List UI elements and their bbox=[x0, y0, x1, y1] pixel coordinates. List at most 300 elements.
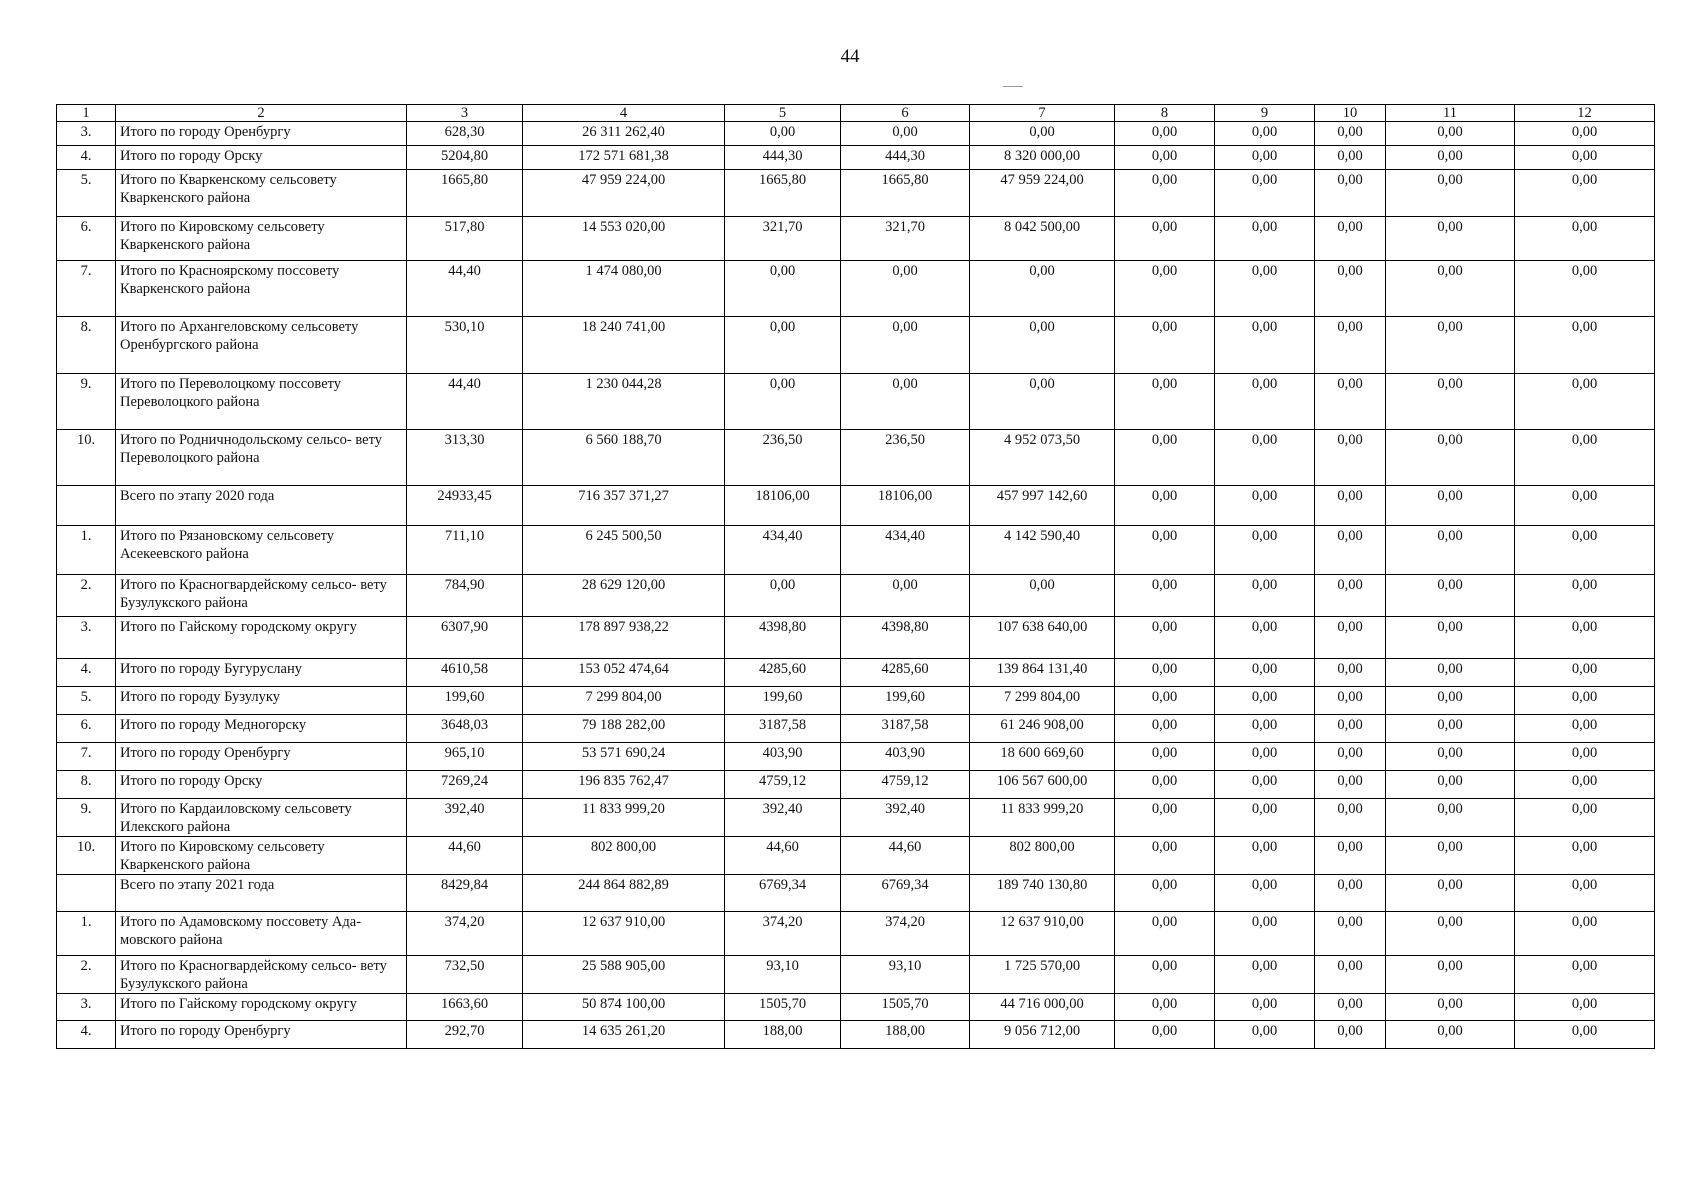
table-row bbox=[57, 994, 1655, 1021]
value-cell-c8: 0,00 bbox=[1115, 1021, 1215, 1049]
value-cell-c5: 4398,80 bbox=[725, 617, 841, 659]
value-cell-c3: 530,10 bbox=[407, 317, 523, 374]
value-cell-c8: 0,00 bbox=[1115, 771, 1215, 799]
value-cell-c7: 8 042 500,00 bbox=[970, 217, 1115, 261]
value-cell-c5: 0,00 bbox=[725, 122, 841, 146]
value-cell-c5: 0,00 bbox=[725, 261, 841, 317]
value-cell-c12: 0,00 bbox=[1515, 486, 1655, 526]
table-row bbox=[57, 122, 1655, 146]
row-name-cell: Итого по Красноярскому поссовету Кваркенского района bbox=[116, 261, 407, 317]
value-cell-c9: 0,00 bbox=[1215, 994, 1315, 1021]
value-cell-c7: 4 952 073,50 bbox=[970, 430, 1115, 486]
value-cell-c10: 0,00 bbox=[1315, 715, 1386, 743]
value-cell-c4: 47 959 224,00 bbox=[523, 170, 725, 217]
value-cell-c3: 8429,84 bbox=[407, 875, 523, 912]
row-number-cell: 4. bbox=[57, 146, 116, 170]
value-cell-c10: 0,00 bbox=[1315, 317, 1386, 374]
value-cell-c7: 11 833 999,20 bbox=[970, 799, 1115, 837]
value-cell-c8: 0,00 bbox=[1115, 486, 1215, 526]
row-number-cell: 7. bbox=[57, 743, 116, 771]
value-cell-c12: 0,00 bbox=[1515, 575, 1655, 617]
value-cell-c11: 0,00 bbox=[1386, 261, 1515, 317]
value-cell-c12: 0,00 bbox=[1515, 743, 1655, 771]
value-cell-c6: 0,00 bbox=[841, 575, 970, 617]
value-cell-c10: 0,00 bbox=[1315, 799, 1386, 837]
table-row bbox=[57, 659, 1655, 687]
table-row bbox=[57, 799, 1655, 837]
value-cell-c11: 0,00 bbox=[1386, 771, 1515, 799]
row-number-cell: 3. bbox=[57, 617, 116, 659]
value-cell-c11: 0,00 bbox=[1386, 799, 1515, 837]
row-name-cell: Итого по Адамовскому поссовету Ада- мовского района bbox=[116, 912, 407, 956]
value-cell-c8: 0,00 bbox=[1115, 261, 1215, 317]
value-cell-c4: 1 230 044,28 bbox=[523, 374, 725, 430]
row-name-cell: Итого по Архангеловскому сельсовету Оренбургского района bbox=[116, 317, 407, 374]
value-cell-c8: 0,00 bbox=[1115, 122, 1215, 146]
value-cell-c10: 0,00 bbox=[1315, 912, 1386, 956]
value-cell-c3: 392,40 bbox=[407, 799, 523, 837]
value-cell-c12: 0,00 bbox=[1515, 170, 1655, 217]
table-row bbox=[57, 912, 1655, 956]
row-number-cell: 3. bbox=[57, 122, 116, 146]
value-cell-c9: 0,00 bbox=[1215, 956, 1315, 994]
column-header: 7 bbox=[970, 105, 1115, 122]
value-cell-c6: 4398,80 bbox=[841, 617, 970, 659]
row-number-cell bbox=[57, 875, 116, 912]
row-name-cell: Итого по городу Оренбургу bbox=[116, 743, 407, 771]
header-row bbox=[57, 105, 1655, 122]
value-cell-c12: 0,00 bbox=[1515, 837, 1655, 875]
value-cell-c12: 0,00 bbox=[1515, 122, 1655, 146]
column-header: 5 bbox=[725, 105, 841, 122]
row-name-cell: Итого по Родничнодольскому сельсо- вету Переволоцкого района bbox=[116, 430, 407, 486]
value-cell-c3: 7269,24 bbox=[407, 771, 523, 799]
table-row bbox=[57, 575, 1655, 617]
row-name-cell: Итого по городу Орску bbox=[116, 771, 407, 799]
value-cell-c11: 0,00 bbox=[1386, 146, 1515, 170]
value-cell-c9: 0,00 bbox=[1215, 617, 1315, 659]
value-cell-c5: 6769,34 bbox=[725, 875, 841, 912]
value-cell-c9: 0,00 bbox=[1215, 715, 1315, 743]
value-cell-c3: 24933,45 bbox=[407, 486, 523, 526]
value-cell-c11: 0,00 bbox=[1386, 837, 1515, 875]
value-cell-c3: 1663,60 bbox=[407, 994, 523, 1021]
value-cell-c7: 0,00 bbox=[970, 317, 1115, 374]
value-cell-c9: 0,00 bbox=[1215, 486, 1315, 526]
value-cell-c4: 18 240 741,00 bbox=[523, 317, 725, 374]
column-header: 9 bbox=[1215, 105, 1315, 122]
row-number-cell: 9. bbox=[57, 374, 116, 430]
table-row bbox=[57, 526, 1655, 575]
table-row bbox=[57, 217, 1655, 261]
value-cell-c4: 153 052 474,64 bbox=[523, 659, 725, 687]
value-cell-c4: 6 245 500,50 bbox=[523, 526, 725, 575]
value-cell-c4: 50 874 100,00 bbox=[523, 994, 725, 1021]
row-name-cell: Итого по Гайскому городскому округу bbox=[116, 994, 407, 1021]
value-cell-c9: 0,00 bbox=[1215, 217, 1315, 261]
value-cell-c9: 0,00 bbox=[1215, 837, 1315, 875]
row-name-cell: Итого по Кваркенскому сельсовету Кваркенского района bbox=[116, 170, 407, 217]
value-cell-c11: 0,00 bbox=[1386, 374, 1515, 430]
value-cell-c5: 1665,80 bbox=[725, 170, 841, 217]
value-cell-c10: 0,00 bbox=[1315, 994, 1386, 1021]
value-cell-c6: 4759,12 bbox=[841, 771, 970, 799]
value-cell-c11: 0,00 bbox=[1386, 715, 1515, 743]
value-cell-c5: 321,70 bbox=[725, 217, 841, 261]
value-cell-c7: 0,00 bbox=[970, 575, 1115, 617]
value-cell-c6: 0,00 bbox=[841, 374, 970, 430]
value-cell-c8: 0,00 bbox=[1115, 217, 1215, 261]
value-cell-c12: 0,00 bbox=[1515, 317, 1655, 374]
value-cell-c8: 0,00 bbox=[1115, 659, 1215, 687]
data-table bbox=[56, 104, 1655, 1049]
value-cell-c6: 4285,60 bbox=[841, 659, 970, 687]
value-cell-c3: 965,10 bbox=[407, 743, 523, 771]
value-cell-c11: 0,00 bbox=[1386, 617, 1515, 659]
row-number-cell: 4. bbox=[57, 659, 116, 687]
value-cell-c3: 44,40 bbox=[407, 261, 523, 317]
value-cell-c8: 0,00 bbox=[1115, 875, 1215, 912]
value-cell-c11: 0,00 bbox=[1386, 743, 1515, 771]
value-cell-c8: 0,00 bbox=[1115, 715, 1215, 743]
row-name-cell: Итого по Кировскому сельсовету Кваркенского района bbox=[116, 217, 407, 261]
value-cell-c3: 292,70 bbox=[407, 1021, 523, 1049]
value-cell-c8: 0,00 bbox=[1115, 430, 1215, 486]
column-header: 4 bbox=[523, 105, 725, 122]
column-header: 8 bbox=[1115, 105, 1215, 122]
value-cell-c5: 434,40 bbox=[725, 526, 841, 575]
value-cell-c5: 0,00 bbox=[725, 374, 841, 430]
value-cell-c6: 188,00 bbox=[841, 1021, 970, 1049]
value-cell-c10: 0,00 bbox=[1315, 575, 1386, 617]
value-cell-c12: 0,00 bbox=[1515, 430, 1655, 486]
value-cell-c4: 244 864 882,89 bbox=[523, 875, 725, 912]
row-name-cell: Итого по Рязановскому сельсовету Асекеевского района bbox=[116, 526, 407, 575]
value-cell-c6: 3187,58 bbox=[841, 715, 970, 743]
value-cell-c5: 392,40 bbox=[725, 799, 841, 837]
value-cell-c8: 0,00 bbox=[1115, 743, 1215, 771]
value-cell-c3: 44,40 bbox=[407, 374, 523, 430]
value-cell-c8: 0,00 bbox=[1115, 526, 1215, 575]
value-cell-c5: 236,50 bbox=[725, 430, 841, 486]
row-number-cell: 1. bbox=[57, 526, 116, 575]
value-cell-c5: 444,30 bbox=[725, 146, 841, 170]
value-cell-c6: 444,30 bbox=[841, 146, 970, 170]
row-name-cell: Итого по Переволоцкому поссовету Переволоцкого района bbox=[116, 374, 407, 430]
value-cell-c12: 0,00 bbox=[1515, 526, 1655, 575]
value-cell-c6: 1665,80 bbox=[841, 170, 970, 217]
value-cell-c11: 0,00 bbox=[1386, 170, 1515, 217]
value-cell-c12: 0,00 bbox=[1515, 659, 1655, 687]
value-cell-c3: 732,50 bbox=[407, 956, 523, 994]
table-row bbox=[57, 1021, 1655, 1049]
value-cell-c4: 196 835 762,47 bbox=[523, 771, 725, 799]
value-cell-c9: 0,00 bbox=[1215, 146, 1315, 170]
value-cell-c10: 0,00 bbox=[1315, 837, 1386, 875]
value-cell-c10: 0,00 bbox=[1315, 771, 1386, 799]
row-number-cell: 1. bbox=[57, 912, 116, 956]
value-cell-c9: 0,00 bbox=[1215, 1021, 1315, 1049]
table-row bbox=[57, 617, 1655, 659]
value-cell-c10: 0,00 bbox=[1315, 430, 1386, 486]
row-number-cell: 7. bbox=[57, 261, 116, 317]
row-number-cell: 5. bbox=[57, 687, 116, 715]
value-cell-c8: 0,00 bbox=[1115, 575, 1215, 617]
value-cell-c6: 6769,34 bbox=[841, 875, 970, 912]
value-cell-c9: 0,00 bbox=[1215, 799, 1315, 837]
value-cell-c9: 0,00 bbox=[1215, 261, 1315, 317]
row-number-cell: 2. bbox=[57, 575, 116, 617]
value-cell-c7: 457 997 142,60 bbox=[970, 486, 1115, 526]
value-cell-c9: 0,00 bbox=[1215, 875, 1315, 912]
value-cell-c12: 0,00 bbox=[1515, 146, 1655, 170]
value-cell-c10: 0,00 bbox=[1315, 261, 1386, 317]
value-cell-c5: 0,00 bbox=[725, 317, 841, 374]
value-cell-c11: 0,00 bbox=[1386, 994, 1515, 1021]
table-row bbox=[57, 170, 1655, 217]
value-cell-c10: 0,00 bbox=[1315, 743, 1386, 771]
value-cell-c3: 374,20 bbox=[407, 912, 523, 956]
row-name-cell: Итого по Кардаиловскому сельсовету Илекского района bbox=[116, 799, 407, 837]
value-cell-c3: 5204,80 bbox=[407, 146, 523, 170]
value-cell-c6: 44,60 bbox=[841, 837, 970, 875]
value-cell-c6: 0,00 bbox=[841, 261, 970, 317]
value-cell-c9: 0,00 bbox=[1215, 912, 1315, 956]
value-cell-c7: 44 716 000,00 bbox=[970, 994, 1115, 1021]
value-cell-c6: 434,40 bbox=[841, 526, 970, 575]
value-cell-c7: 189 740 130,80 bbox=[970, 875, 1115, 912]
value-cell-c9: 0,00 bbox=[1215, 659, 1315, 687]
value-cell-c8: 0,00 bbox=[1115, 994, 1215, 1021]
value-cell-c12: 0,00 bbox=[1515, 875, 1655, 912]
value-cell-c12: 0,00 bbox=[1515, 956, 1655, 994]
value-cell-c6: 1505,70 bbox=[841, 994, 970, 1021]
value-cell-c5: 403,90 bbox=[725, 743, 841, 771]
value-cell-c7: 1 725 570,00 bbox=[970, 956, 1115, 994]
value-cell-c5: 0,00 bbox=[725, 575, 841, 617]
value-cell-c6: 374,20 bbox=[841, 912, 970, 956]
value-cell-c11: 0,00 bbox=[1386, 217, 1515, 261]
value-cell-c9: 0,00 bbox=[1215, 122, 1315, 146]
value-cell-c11: 0,00 bbox=[1386, 875, 1515, 912]
value-cell-c10: 0,00 bbox=[1315, 374, 1386, 430]
value-cell-c4: 25 588 905,00 bbox=[523, 956, 725, 994]
row-name-cell: Итого по городу Медногорску bbox=[116, 715, 407, 743]
value-cell-c7: 9 056 712,00 bbox=[970, 1021, 1115, 1049]
value-cell-c5: 4759,12 bbox=[725, 771, 841, 799]
value-cell-c12: 0,00 bbox=[1515, 374, 1655, 430]
value-cell-c6: 403,90 bbox=[841, 743, 970, 771]
value-cell-c4: 802 800,00 bbox=[523, 837, 725, 875]
value-cell-c11: 0,00 bbox=[1386, 956, 1515, 994]
value-cell-c8: 0,00 bbox=[1115, 374, 1215, 430]
value-cell-c6: 199,60 bbox=[841, 687, 970, 715]
value-cell-c7: 47 959 224,00 bbox=[970, 170, 1115, 217]
value-cell-c9: 0,00 bbox=[1215, 170, 1315, 217]
value-cell-c8: 0,00 bbox=[1115, 956, 1215, 994]
column-header: 10 bbox=[1315, 105, 1386, 122]
value-cell-c7: 8 320 000,00 bbox=[970, 146, 1115, 170]
value-cell-c7: 0,00 bbox=[970, 261, 1115, 317]
value-cell-c10: 0,00 bbox=[1315, 170, 1386, 217]
value-cell-c12: 0,00 bbox=[1515, 617, 1655, 659]
value-cell-c4: 716 357 371,27 bbox=[523, 486, 725, 526]
value-cell-c7: 106 567 600,00 bbox=[970, 771, 1115, 799]
table-row bbox=[57, 374, 1655, 430]
value-cell-c12: 0,00 bbox=[1515, 687, 1655, 715]
value-cell-c4: 79 188 282,00 bbox=[523, 715, 725, 743]
value-cell-c10: 0,00 bbox=[1315, 217, 1386, 261]
value-cell-c11: 0,00 bbox=[1386, 122, 1515, 146]
value-cell-c3: 1665,80 bbox=[407, 170, 523, 217]
value-cell-c3: 784,90 bbox=[407, 575, 523, 617]
table-row bbox=[57, 837, 1655, 875]
value-cell-c5: 374,20 bbox=[725, 912, 841, 956]
row-number-cell: 8. bbox=[57, 771, 116, 799]
value-cell-c10: 0,00 bbox=[1315, 1021, 1386, 1049]
row-name-cell: Итого по городу Оренбургу bbox=[116, 1021, 407, 1049]
value-cell-c12: 0,00 bbox=[1515, 1021, 1655, 1049]
column-header: 11 bbox=[1386, 105, 1515, 122]
value-cell-c7: 7 299 804,00 bbox=[970, 687, 1115, 715]
value-cell-c7: 4 142 590,40 bbox=[970, 526, 1115, 575]
value-cell-c8: 0,00 bbox=[1115, 146, 1215, 170]
value-cell-c10: 0,00 bbox=[1315, 146, 1386, 170]
value-cell-c5: 18106,00 bbox=[725, 486, 841, 526]
row-number-cell: 10. bbox=[57, 430, 116, 486]
row-name-cell: Итого по городу Бугуруслану bbox=[116, 659, 407, 687]
value-cell-c9: 0,00 bbox=[1215, 374, 1315, 430]
page-number: 44 bbox=[840, 46, 860, 67]
value-cell-c5: 44,60 bbox=[725, 837, 841, 875]
row-name-cell: Итого по Кировскому сельсовету Кваркенского района bbox=[116, 837, 407, 875]
value-cell-c3: 6307,90 bbox=[407, 617, 523, 659]
value-cell-c12: 0,00 bbox=[1515, 994, 1655, 1021]
value-cell-c9: 0,00 bbox=[1215, 526, 1315, 575]
value-cell-c10: 0,00 bbox=[1315, 956, 1386, 994]
value-cell-c6: 321,70 bbox=[841, 217, 970, 261]
value-cell-c4: 11 833 999,20 bbox=[523, 799, 725, 837]
value-cell-c9: 0,00 bbox=[1215, 743, 1315, 771]
value-cell-c12: 0,00 bbox=[1515, 771, 1655, 799]
value-cell-c5: 1505,70 bbox=[725, 994, 841, 1021]
value-cell-c10: 0,00 bbox=[1315, 486, 1386, 526]
value-cell-c11: 0,00 bbox=[1386, 526, 1515, 575]
value-cell-c6: 236,50 bbox=[841, 430, 970, 486]
value-cell-c7: 61 246 908,00 bbox=[970, 715, 1115, 743]
value-cell-c11: 0,00 bbox=[1386, 1021, 1515, 1049]
value-cell-c3: 44,60 bbox=[407, 837, 523, 875]
value-cell-c7: 12 637 910,00 bbox=[970, 912, 1115, 956]
value-cell-c6: 93,10 bbox=[841, 956, 970, 994]
table-row bbox=[57, 956, 1655, 994]
value-cell-c6: 392,40 bbox=[841, 799, 970, 837]
row-number-cell: 9. bbox=[57, 799, 116, 837]
table-row bbox=[57, 687, 1655, 715]
value-cell-c7: 139 864 131,40 bbox=[970, 659, 1115, 687]
value-cell-c4: 14 553 020,00 bbox=[523, 217, 725, 261]
row-name-cell: Итого по Красногвардейскому сельсо- вету Бузулукского района bbox=[116, 575, 407, 617]
value-cell-c9: 0,00 bbox=[1215, 430, 1315, 486]
value-cell-c3: 517,80 bbox=[407, 217, 523, 261]
value-cell-c6: 18106,00 bbox=[841, 486, 970, 526]
column-header: 2 bbox=[116, 105, 407, 122]
row-name-cell: Итого по Красногвардейскому сельсо- вету Бузулукского района bbox=[116, 956, 407, 994]
value-cell-c4: 7 299 804,00 bbox=[523, 687, 725, 715]
row-number-cell: 8. bbox=[57, 317, 116, 374]
value-cell-c3: 3648,03 bbox=[407, 715, 523, 743]
column-header: 12 bbox=[1515, 105, 1655, 122]
row-name-cell: Всего по этапу 2020 года bbox=[116, 486, 407, 526]
value-cell-c11: 0,00 bbox=[1386, 430, 1515, 486]
value-cell-c10: 0,00 bbox=[1315, 122, 1386, 146]
row-number-cell: 5. bbox=[57, 170, 116, 217]
value-cell-c9: 0,00 bbox=[1215, 771, 1315, 799]
value-cell-c4: 26 311 262,40 bbox=[523, 122, 725, 146]
value-cell-c5: 4285,60 bbox=[725, 659, 841, 687]
value-cell-c5: 93,10 bbox=[725, 956, 841, 994]
value-cell-c9: 0,00 bbox=[1215, 317, 1315, 374]
row-number-cell bbox=[57, 486, 116, 526]
value-cell-c3: 4610,58 bbox=[407, 659, 523, 687]
row-number-cell: 4. bbox=[57, 1021, 116, 1049]
value-cell-c3: 628,30 bbox=[407, 122, 523, 146]
row-number-cell: 2. bbox=[57, 956, 116, 994]
value-cell-c11: 0,00 bbox=[1386, 317, 1515, 374]
value-cell-c4: 172 571 681,38 bbox=[523, 146, 725, 170]
column-header: 3 bbox=[407, 105, 523, 122]
row-number-cell: 6. bbox=[57, 217, 116, 261]
value-cell-c5: 188,00 bbox=[725, 1021, 841, 1049]
value-cell-c11: 0,00 bbox=[1386, 912, 1515, 956]
value-cell-c10: 0,00 bbox=[1315, 659, 1386, 687]
value-cell-c3: 199,60 bbox=[407, 687, 523, 715]
value-cell-c8: 0,00 bbox=[1115, 317, 1215, 374]
value-cell-c4: 53 571 690,24 bbox=[523, 743, 725, 771]
table-row bbox=[57, 771, 1655, 799]
value-cell-c6: 0,00 bbox=[841, 122, 970, 146]
value-cell-c12: 0,00 bbox=[1515, 217, 1655, 261]
value-cell-c9: 0,00 bbox=[1215, 575, 1315, 617]
table-total-row bbox=[57, 486, 1655, 526]
value-cell-c8: 0,00 bbox=[1115, 170, 1215, 217]
value-cell-c10: 0,00 bbox=[1315, 617, 1386, 659]
value-cell-c4: 6 560 188,70 bbox=[523, 430, 725, 486]
table-row bbox=[57, 317, 1655, 374]
value-cell-c7: 802 800,00 bbox=[970, 837, 1115, 875]
table-row bbox=[57, 146, 1655, 170]
value-cell-c12: 0,00 bbox=[1515, 715, 1655, 743]
table-row bbox=[57, 743, 1655, 771]
column-header: 1 bbox=[57, 105, 116, 122]
value-cell-c12: 0,00 bbox=[1515, 912, 1655, 956]
value-cell-c11: 0,00 bbox=[1386, 687, 1515, 715]
row-name-cell: Итого по городу Бузулуку bbox=[116, 687, 407, 715]
page-rule bbox=[1003, 86, 1023, 87]
value-cell-c7: 107 638 640,00 bbox=[970, 617, 1115, 659]
value-cell-c6: 0,00 bbox=[841, 317, 970, 374]
value-cell-c8: 0,00 bbox=[1115, 837, 1215, 875]
value-cell-c8: 0,00 bbox=[1115, 617, 1215, 659]
value-cell-c4: 1 474 080,00 bbox=[523, 261, 725, 317]
table-total-row bbox=[57, 875, 1655, 912]
value-cell-c7: 0,00 bbox=[970, 374, 1115, 430]
value-cell-c8: 0,00 bbox=[1115, 799, 1215, 837]
value-cell-c7: 0,00 bbox=[970, 122, 1115, 146]
value-cell-c12: 0,00 bbox=[1515, 799, 1655, 837]
row-name-cell: Итого по Гайскому городскому округу bbox=[116, 617, 407, 659]
row-name-cell: Итого по городу Оренбургу bbox=[116, 122, 407, 146]
